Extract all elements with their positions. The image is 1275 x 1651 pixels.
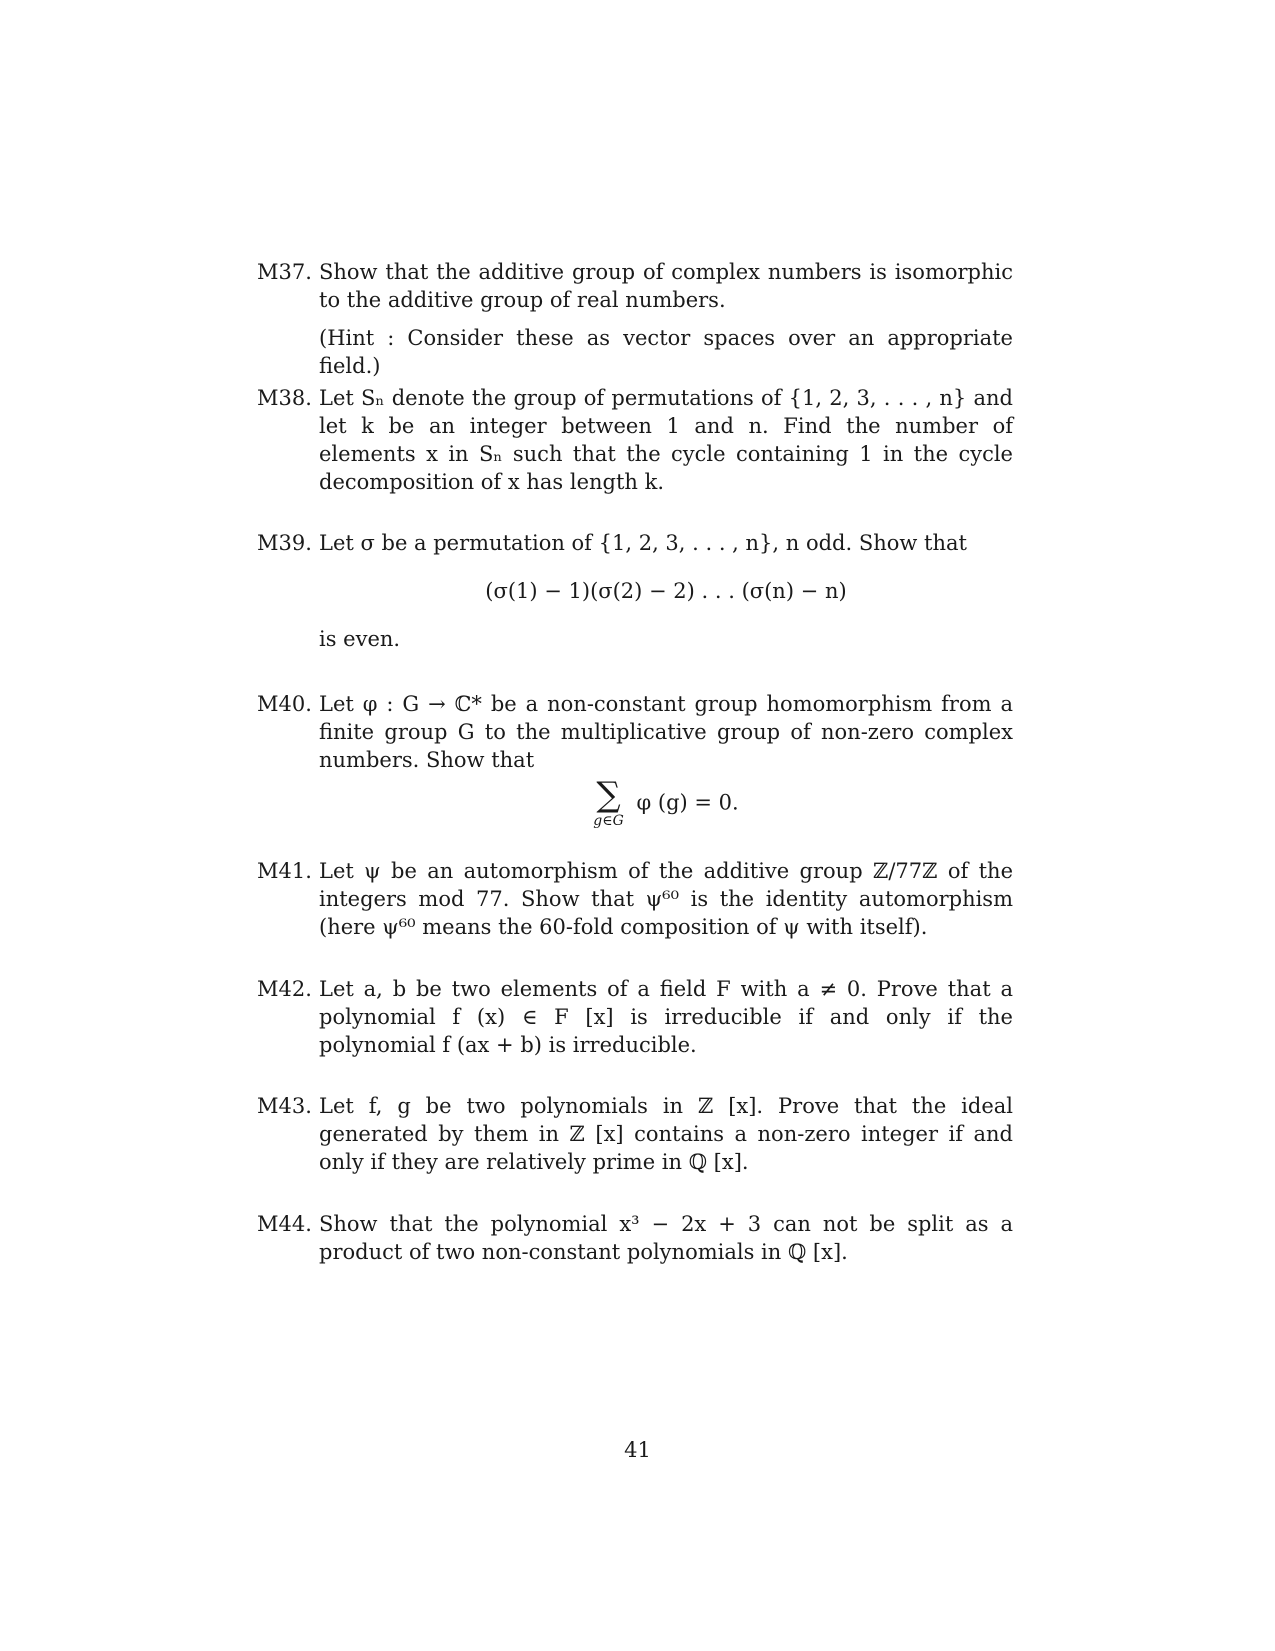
problem-label: M44. <box>257 1212 312 1236</box>
problem-text-after: is even. <box>319 627 401 651</box>
problem-m42 <box>257 975 1013 1059</box>
problem-label: M39. <box>257 531 312 555</box>
problem-m41 <box>257 857 1013 941</box>
page-number: 41 <box>624 1438 651 1462</box>
problem-text: Show that the polynomial x³ − 2x + 3 can not be split as a product of two non-constant polynomials in ℚ [x]. <box>319 1212 1013 1264</box>
problem-m44 <box>257 1210 1013 1266</box>
problem-text: Let f, g be two polynomials in ℤ [x]. Prove that the ideal generated by them in ℤ [x] contains a non-zero integer if and only if they are relatively prime in ℚ [x]. <box>319 1094 1013 1174</box>
problem-m40 <box>257 690 1013 844</box>
problem-text: Let ψ be an automorphism of the additive group ℤ/77ℤ of the integers mod 77. Show that ψ⁶⁰ is the identity automorphism (here ψ⁶⁰ means the 60-fold composition of ψ with itself). <box>319 859 1013 939</box>
problem-text: Let φ : G → ℂ* be a non-constant group homomorphism from a finite group G to the multiplicative group of non-zero complex numbers. Show that <box>319 692 1013 772</box>
problem-label: M38. <box>257 386 312 410</box>
sum-symbol: ∑ <box>596 775 621 815</box>
problem-m43 <box>257 1092 1013 1176</box>
problem-hint: (Hint : Consider these as vector spaces over an appropriate field.) <box>319 326 1013 378</box>
problem-text: Show that the additive group of complex numbers is isomorphic to the additive group of real numbers. <box>319 260 1013 312</box>
problem-text: Let Sₙ denote the group of permutations of {1, 2, 3, . . . , n} and let k be an integer between 1 and n. Find the number of elements x in Sₙ such that the cycle containing 1 in the cycle decomposition of x has length k. <box>319 386 1013 494</box>
sum-subscript: g∈G <box>593 813 624 829</box>
display-sum <box>319 775 1013 830</box>
problem-text: Let σ be a permutation of {1, 2, 3, . . . , n}, n odd. Show that <box>319 531 967 555</box>
problem-m39 <box>257 529 1013 653</box>
sum-expression: φ (g) = 0. <box>636 790 739 815</box>
problem-m38 <box>257 384 1013 496</box>
problem-label: M41. <box>257 859 312 883</box>
problem-label: M37. <box>257 260 312 284</box>
problem-label: M42. <box>257 977 312 1001</box>
problem-label: M40. <box>257 692 312 716</box>
problem-m37 <box>257 258 1013 380</box>
problem-text: Let a, b be two elements of a field F with a ≠ 0. Prove that a polynomial f (x) ∈ F [x] is irreducible if and only if the polynomial f (ax + b) is irreducible. <box>319 977 1013 1057</box>
sum-operator <box>593 775 624 830</box>
problem-label: M43. <box>257 1094 312 1118</box>
display-equation: (σ(1) − 1)(σ(2) − 2) . . . (σ(n) − n) <box>485 579 847 603</box>
